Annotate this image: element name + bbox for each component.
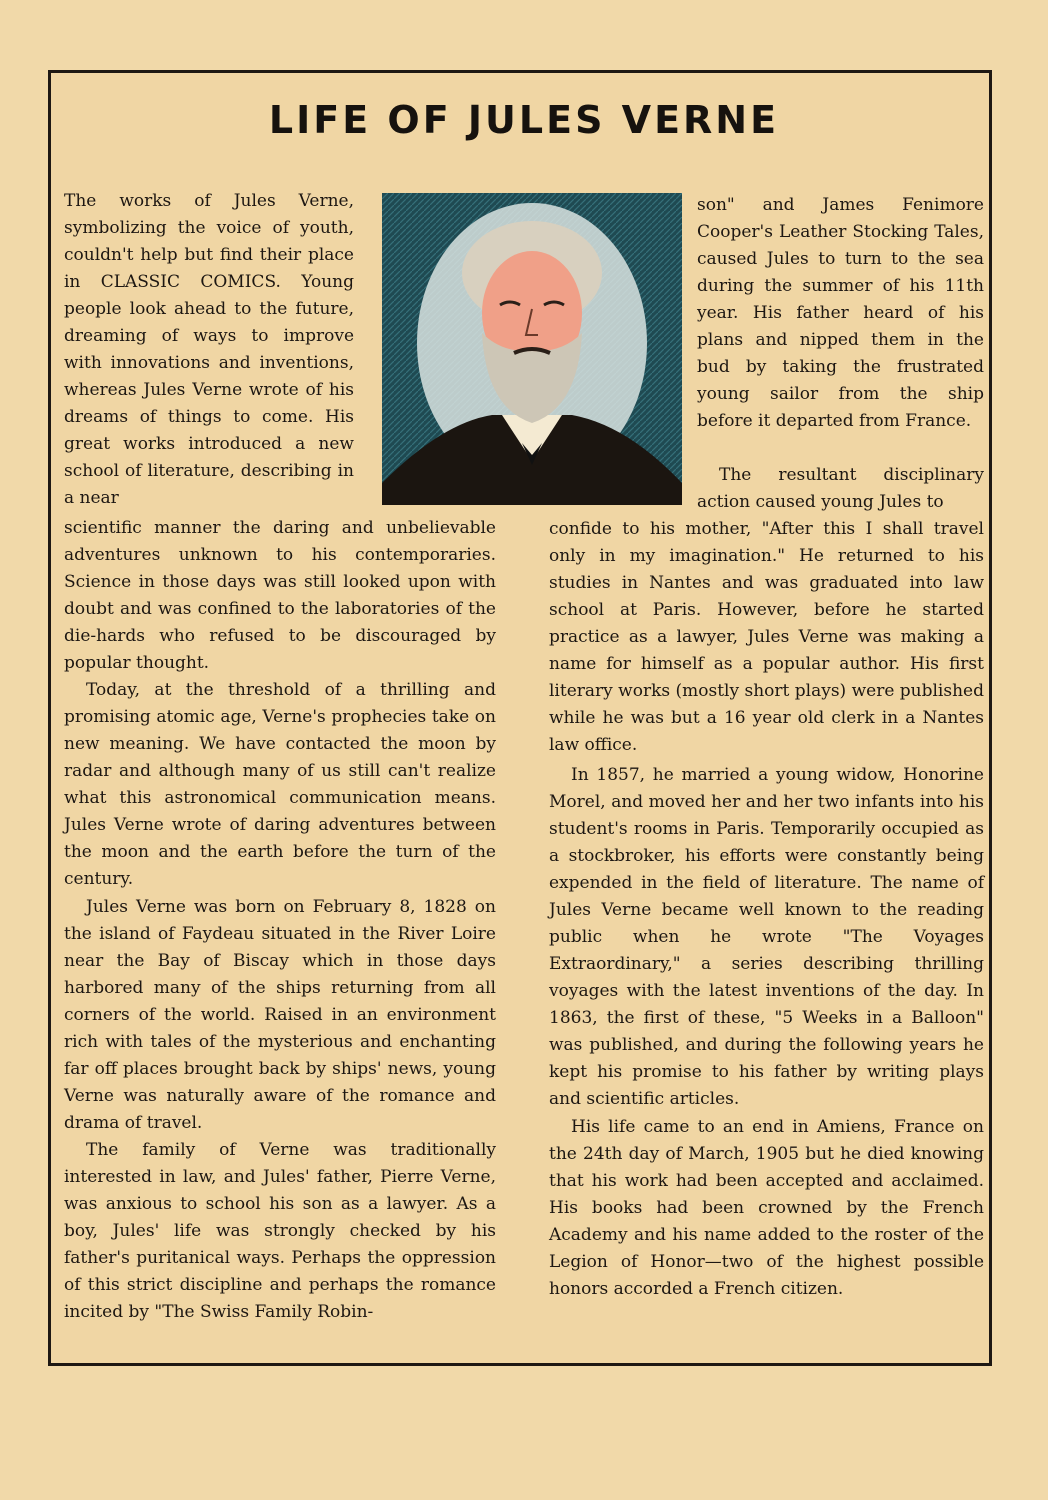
portrait-image xyxy=(382,193,682,505)
portrait-svg xyxy=(382,193,682,505)
paragraph-intro-cont: scientific manner the daring and unbelievable adventures unknown to his contemporaries. Science in those days was still looked upon with doubt and was confined to the laboratories of the die-hards who refused to be discouraged by popular thought. xyxy=(64,518,496,673)
paragraph-family: The family of Verne was traditionally interested in law, and Jules' father, Pierre Verne, was anxious to school his son as a lawyer. As a boy, Jules' life was strongly checked by his father's puritanical ways. Perhaps the oppression of this strict discipline and perhaps the romance incited by "The Swiss Family Robin- xyxy=(64,1140,496,1322)
frame-bottom-rule xyxy=(48,1364,992,1366)
paragraph-today: Today, at the threshold of a thrilling and promising atomic age, Verne's prophecies take on new meaning. We have contacted the moon by radar and although many of us still can't realize what this astronomical communication means. Jules Verne wrote of daring adventures between the moon and the earth before the turn of the century. xyxy=(64,680,496,889)
paragraph-death: His life came to an end in Amiens, France on the 24th day of March, 1905 but he died knowing that his work had been accepted and acclaimed. His books had been crowned by the French Academy and his name added to the roster of the Legion of Honor—two of the highest possible honors accorded a French citizen. xyxy=(549,1117,984,1299)
paragraph-sea: son" and James Fenimore Cooper's Leather Stocking Tales, caused Jules to turn to the sea during the summer of his 11th year. His father heard of his plans and nipped them in the bud by taking the frustrated young sailor from the ship before it departed from France. xyxy=(697,195,984,431)
paragraph-intro: The works of Jules Verne, symbolizing the voice of youth, couldn't help but find their place in CLASSIC COMICS. Young people look ahead to the future, dreaming of ways to improve with innovations and inventions, whereas Jules Verne wrote of his dreams of things to come. His great works introduced a new school of literature, describing in a near xyxy=(64,191,354,508)
paragraph-married: In 1857, he married a young widow, Honorine Morel, and moved her and her two infants into his student's rooms in Paris. Temporarily occupied as a stockbroker, his efforts were constantly being expended in the field of literature. The name of Jules Verne became well known to the reading public when he wrote "The Voyages Extraordinary," a series describing thrilling voyages with the latest inventions of the day. In 1863, the first of these, "5 Weeks in a Balloon" was published, and during the following years he kept his promise to his father by writing plays and scientific articles. xyxy=(549,765,984,1109)
paragraph-discipline: The resultant disciplinary action caused young Jules to xyxy=(697,465,984,512)
paragraph-born: Jules Verne was born on February 8, 1828 on the island of Faydeau situated in the River Loire near the Bay of Biscay which in those days harbored many of the ships returning from all corners of the world. Raised in an environment rich with tales of the mysterious and enchanting far off places brought back by ships' news, young Verne was naturally aware of the romance and drama of travel. xyxy=(64,897,496,1133)
paragraph-confide: confide to his mother, "After this I shall travel only in my imagination." He returned to his studies in Nantes and was graduated into law school at Paris. However, before he started practice as a lawyer, Jules Verne was making a name for himself as a popular author. His first literary works (mostly short plays) were published while he was but a 16 year old clerk in a Nantes law office. xyxy=(549,519,984,755)
page-title: LIFE OF JULES VERNE xyxy=(268,98,780,142)
